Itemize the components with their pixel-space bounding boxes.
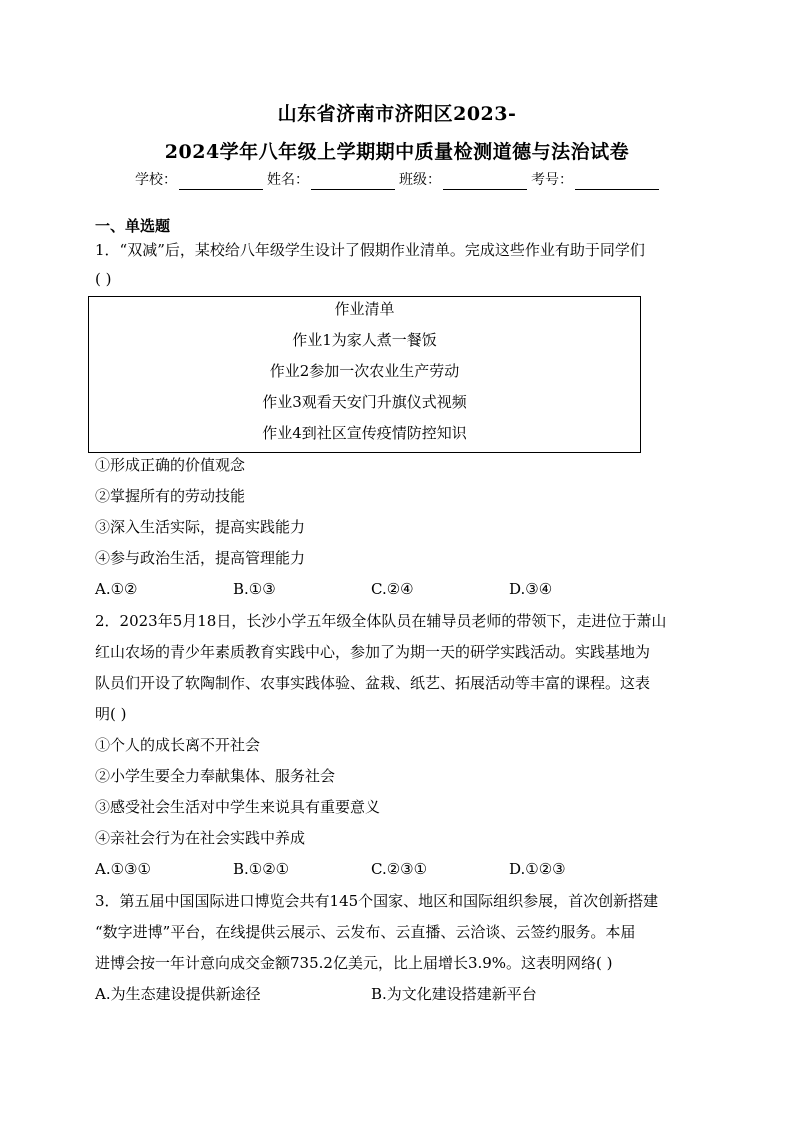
section-heading: 一、单选题 bbox=[95, 217, 171, 235]
q3-option-b[interactable]: B.为文化建设搭建新平台 bbox=[371, 985, 537, 1003]
q1-statement: ③深入生活实际，提高实践能力 bbox=[95, 518, 306, 536]
exam-title-line1: 山东省济南市济阳区2023- bbox=[277, 103, 517, 125]
q2-statement: ①个人的成长离不开社会 bbox=[95, 736, 261, 754]
homework-list-title: 作业清单 bbox=[334, 300, 395, 318]
homework-item: 作业1为家人煮一餐饭 bbox=[292, 331, 437, 349]
school-field bbox=[135, 170, 263, 190]
name-field bbox=[267, 170, 395, 190]
homework-item: 作业2参加一次农业生产劳动 bbox=[269, 362, 460, 380]
q3-stem-line: 3．第五届中国国际进口博览会共有145个国家、地区和国际组织参展，首次创新搭建 bbox=[95, 892, 659, 910]
q2-stem-line: 明( ) bbox=[95, 705, 127, 723]
homework-item: 作业3观看天安门升旗仪式视频 bbox=[262, 393, 467, 411]
q2-statement: ③感受社会生活对中学生来说具有重要意义 bbox=[95, 798, 381, 816]
q2-stem-line: 2．2023年5月18日，长沙小学五年级全体队员在辅导员老师的带领下，走进位于萧山 bbox=[95, 612, 667, 630]
name-blank[interactable] bbox=[311, 174, 395, 190]
q2-stem-line: 队员们开设了软陶制作、农事实践体验、盆栽、纸艺、拓展活动等丰富的课程。这表 bbox=[95, 674, 651, 692]
q1-option-c[interactable]: C.②④ bbox=[371, 580, 414, 598]
q1-stem-line1: 1．“双减”后，某校给八年级学生设计了假期作业清单。完成这些作业有助于同学们 bbox=[95, 241, 645, 259]
q2-option-a[interactable]: A.①③① bbox=[95, 860, 151, 878]
name-label: 姓名： bbox=[267, 172, 309, 188]
number-blank[interactable] bbox=[575, 174, 659, 190]
q2-option-d[interactable]: D.①②③ bbox=[509, 860, 566, 878]
q2-stem-line: 红山农场的青少年素质教育实践中心，参加了为期一天的研学实践活动。实践基地为 bbox=[95, 643, 651, 661]
q2-statement: ②小学生要全力奉献集体、服务社会 bbox=[95, 767, 336, 785]
q2-option-c[interactable]: C.②③① bbox=[371, 860, 428, 878]
q1-statement: ④参与政治生活，提高管理能力 bbox=[95, 549, 306, 567]
q1-statement: ②掌握所有的劳动技能 bbox=[95, 487, 246, 505]
q1-stem-line2: ( ) bbox=[95, 270, 112, 288]
q3-stem-line: 进博会按一年计意向成交金额735.2亿美元，比上届增长3.9%。这表明网络( ) bbox=[95, 954, 613, 972]
number-label: 考号： bbox=[531, 172, 573, 188]
q3-stem-line: “数字进博”平台，在线提供云展示、云发布、云直播、云洽谈、云签约服务。本届 bbox=[95, 923, 636, 941]
student-info-row bbox=[0, 170, 794, 190]
q1-option-a[interactable]: A.①② bbox=[95, 580, 138, 598]
class-field bbox=[399, 170, 527, 190]
school-blank[interactable] bbox=[179, 174, 263, 190]
q2-option-b[interactable]: B.①②① bbox=[233, 860, 290, 878]
homework-list-box bbox=[88, 296, 641, 453]
school-label: 学校： bbox=[135, 172, 177, 188]
class-label: 班级： bbox=[399, 172, 441, 188]
q3-option-a[interactable]: A.为生态建设提供新途径 bbox=[95, 985, 261, 1003]
q1-option-b[interactable]: B.①③ bbox=[233, 580, 276, 598]
q1-option-d[interactable]: D.③④ bbox=[509, 580, 553, 598]
number-field bbox=[531, 170, 659, 190]
homework-item: 作业4到社区宣传疫情防控知识 bbox=[262, 424, 467, 442]
q1-statement: ①形成正确的价值观念 bbox=[95, 456, 246, 474]
class-blank[interactable] bbox=[443, 174, 527, 190]
exam-title-line2: 2024学年八年级上学期期中质量检测道德与法治试卷 bbox=[164, 141, 630, 163]
q2-statement: ④亲社会行为在社会实践中养成 bbox=[95, 829, 306, 847]
